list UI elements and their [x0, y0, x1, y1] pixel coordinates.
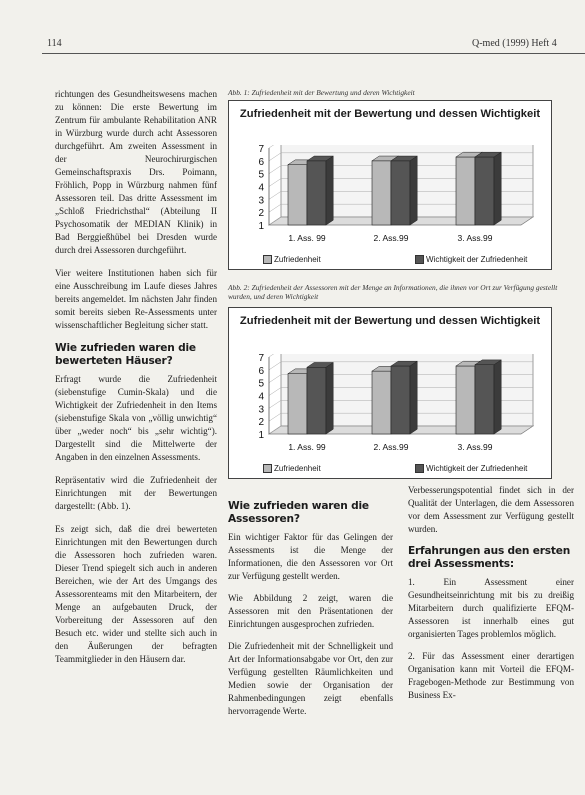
right-paragraph-3: 2. Für das Assessment einer derartigen Organisation kann mit Vorteil die EFQM-Fragebogen-Methode zur Bestimmung von Business Ex-	[408, 651, 574, 700]
x-category-label: 3. Ass.99	[457, 233, 493, 243]
y-tick-label: 5	[258, 169, 264, 181]
left-paragraph-4: Repräsentativ wird die Zufriedenheit der Einrichtungen mit der Bewertungen dargestellt: (Abb. 1).	[55, 475, 217, 511]
legend-swatch	[263, 464, 272, 473]
y-tick-label: 4	[258, 391, 264, 403]
x-category-label: 2. Ass.99	[373, 442, 409, 452]
figure-1-caption: Abb. 1: Zufriedenheit mit der Bewertung und deren Wichtigkeit	[228, 88, 415, 97]
gridline-side	[269, 375, 281, 383]
bar-front	[475, 157, 494, 225]
bar-side	[494, 152, 501, 225]
right-column	[408, 484, 574, 711]
gridline-side	[269, 145, 281, 148]
header-rule	[42, 53, 585, 54]
chart-2-title: Zufriedenheit mit der Bewertung und dessen Wichtigkeit	[239, 315, 541, 327]
bar-side	[410, 156, 417, 225]
left-paragraph-5: Es zeigt sich, daß die drei bewerteten Einrichtungen mit den Bewertungen durch die Assessoren hoch zufrieden waren. Dieser Trend spiegelt sich auch in anderen Bereichen, wie der Art des Umgangs des Assessorenteams mit den Mitarbeitern, der Menge an aufgebauten Druck, der Vorbereitung der Assessoren auf den Besuch etc. wider und stellte sich auch in den Äußerungen der befragten Teammitglieder in den Häusern dar.	[55, 524, 217, 664]
gridline-side	[269, 191, 281, 199]
figure-1-chart	[228, 100, 552, 270]
bar-front	[372, 371, 391, 434]
right-paragraph-2: 1. Ein Assessment einer Gesundheitseinrichtung mit bis zu dreißig Mitarbeitern durch qualifizierte EFQM-Assessoren ist innerhalb eines gut organisierten Tages problemlos möglich.	[408, 577, 574, 639]
gridline-side	[269, 362, 281, 370]
bar-front	[307, 367, 326, 434]
figure-2-chart	[228, 307, 552, 479]
legend-label: Wichtigkeit der Zufriedenheit	[426, 464, 528, 473]
gridline-side	[269, 179, 281, 187]
bar-front	[456, 157, 475, 225]
legend-item-zufriedenheit	[263, 255, 321, 264]
gridline-side	[269, 204, 281, 212]
gridline-side	[269, 400, 281, 408]
page-number: 114	[47, 38, 62, 49]
x-category-label: 1. Ass. 99	[288, 233, 326, 243]
y-tick-label: 3	[258, 195, 264, 207]
gridline-side	[269, 388, 281, 396]
y-tick-label: 3	[258, 404, 264, 416]
section-heading-erfahrungen: Erfahrungen aus den ersten drei Assessments:	[408, 545, 571, 570]
y-tick-label: 7	[258, 354, 264, 364]
bar-front	[288, 165, 307, 225]
gridline-side	[269, 166, 281, 174]
bar-side	[410, 361, 417, 434]
middle-column	[228, 500, 393, 727]
y-tick-label: 6	[258, 156, 264, 168]
middle-paragraph-1: Ein wichtiger Faktor für das Gelingen der Assessments ist die Menge der Informationen, die den Assessoren vor Ort zur Verfügung gestellt werden.	[228, 532, 393, 581]
bar-front	[456, 366, 475, 434]
legend-label: Zufriedenheit	[274, 464, 321, 473]
legend-label: Wichtigkeit der Zufriedenheit	[426, 255, 528, 264]
journal-issue: Q-med (1999) Heft 4	[472, 38, 557, 49]
chart-1-title: Zufriedenheit mit der Bewertung und dessen Wichtigkeit	[239, 108, 541, 120]
bar-front	[288, 374, 307, 434]
x-category-label: 3. Ass.99	[457, 442, 493, 452]
bar-side	[326, 362, 333, 434]
bar-front	[475, 365, 494, 434]
y-tick-label: 2	[258, 417, 264, 429]
legend-item-wichtigkeit	[415, 464, 527, 473]
bar-front	[391, 366, 410, 434]
middle-paragraph-2: Wie Abbildung 2 zeigt, waren die Assessoren mit den Präsentationen der Einrichtungen ausgesprochen zufrieden.	[228, 593, 393, 629]
bar-front	[391, 161, 410, 225]
legend-swatch	[415, 464, 424, 473]
bar-front	[372, 161, 391, 225]
figure-2-caption: Abb. 2: Zufriedenheit der Assessoren mit der Menge an Informationen, die ihnen vor Ort zur Verfügung gestellt wurden, und deren Wichtigkeit	[228, 283, 558, 301]
left-continuation-text: richtungen des Gesundheitswesens machen zu können: Die erste Bewertung im Zentrum für ambulante Rehabilitation ANR in Würzburg wurde durch acht Assessoren durchgeführt. Am zweiten Assessment in der Neurochirurgischen Gemeinschaftspraxis Drs. Poimann, Fröhlich, Popp in Würzburg nahmen fünf Assessoren teil. Das dritte Assessment im „Schloß Friedrichsthal“ (Abteilung II Psychosomatik der MEDIAN Klinik) in Bad Berggießhübel bei Dresden wurde durch drei Assessoren durchgeführt.	[55, 89, 217, 255]
bar-side	[494, 360, 501, 434]
section-heading-haeuser: Wie zufrieden waren die bewerteten Häuser?	[55, 342, 196, 367]
y-tick-label: 1	[258, 221, 264, 232]
bar-front	[307, 161, 326, 225]
y-tick-label: 2	[258, 208, 264, 220]
y-tick-label: 4	[258, 182, 264, 194]
legend-swatch	[415, 255, 424, 264]
y-tick-label: 1	[258, 430, 264, 441]
section-heading-assessoren: Wie zufrieden waren die Assessoren?	[228, 500, 369, 525]
legend-item-wichtigkeit	[415, 255, 527, 264]
y-tick-label: 5	[258, 378, 264, 390]
left-column	[55, 88, 217, 676]
y-tick-label: 7	[258, 145, 264, 155]
legend-item-zufriedenheit	[263, 464, 321, 473]
gridline-side	[269, 413, 281, 421]
legend-label: Zufriedenheit	[274, 255, 321, 264]
right-paragraph-1: Verbesserungspotential findet sich in der Qualität der Unterlagen, die dem Assessoren vor dem Assessment zur Verfügung gestellt wurden.	[408, 485, 574, 534]
middle-paragraph-3: Die Zufriedenheit mit der Schnelligkeit und Art der Informationsabgabe vor Ort, den zur Verfügung gestellten Räumlichkeiten und Medien sowie der Organisation der Rahmenbedingungen zeigt ebenfalls hervorragende Werte.	[228, 641, 393, 716]
x-category-label: 1. Ass. 99	[288, 442, 326, 452]
bar-side	[326, 156, 333, 225]
x-category-label: 2. Ass.99	[373, 233, 409, 243]
y-tick-label: 6	[258, 365, 264, 377]
gridline-side	[269, 153, 281, 161]
gridline-side	[269, 354, 281, 357]
left-paragraph-3: Erfragt wurde die Zufriedenheit (siebenstufige Cumin-Skala) und die Wichtigkeit der Zufriedenheit in den Items (siebenstufige Skala von „völlig unwichtig“ über „weder noch“ bis „sehr wichtig“). Dargestellt sind die Mittelwerte der Angaben in den einzelnen Assessments.	[55, 374, 217, 462]
legend-swatch	[263, 255, 272, 264]
left-paragraph-2: Vier weitere Institutionen haben sich für eine Ausschreibung im Laufe dieses Jahres bereits angemeldet. Im nächsten Jahr finden somit bereits sieben Re-Assessments unter wissenschaftlicher Begleitung sicher statt.	[55, 268, 217, 330]
